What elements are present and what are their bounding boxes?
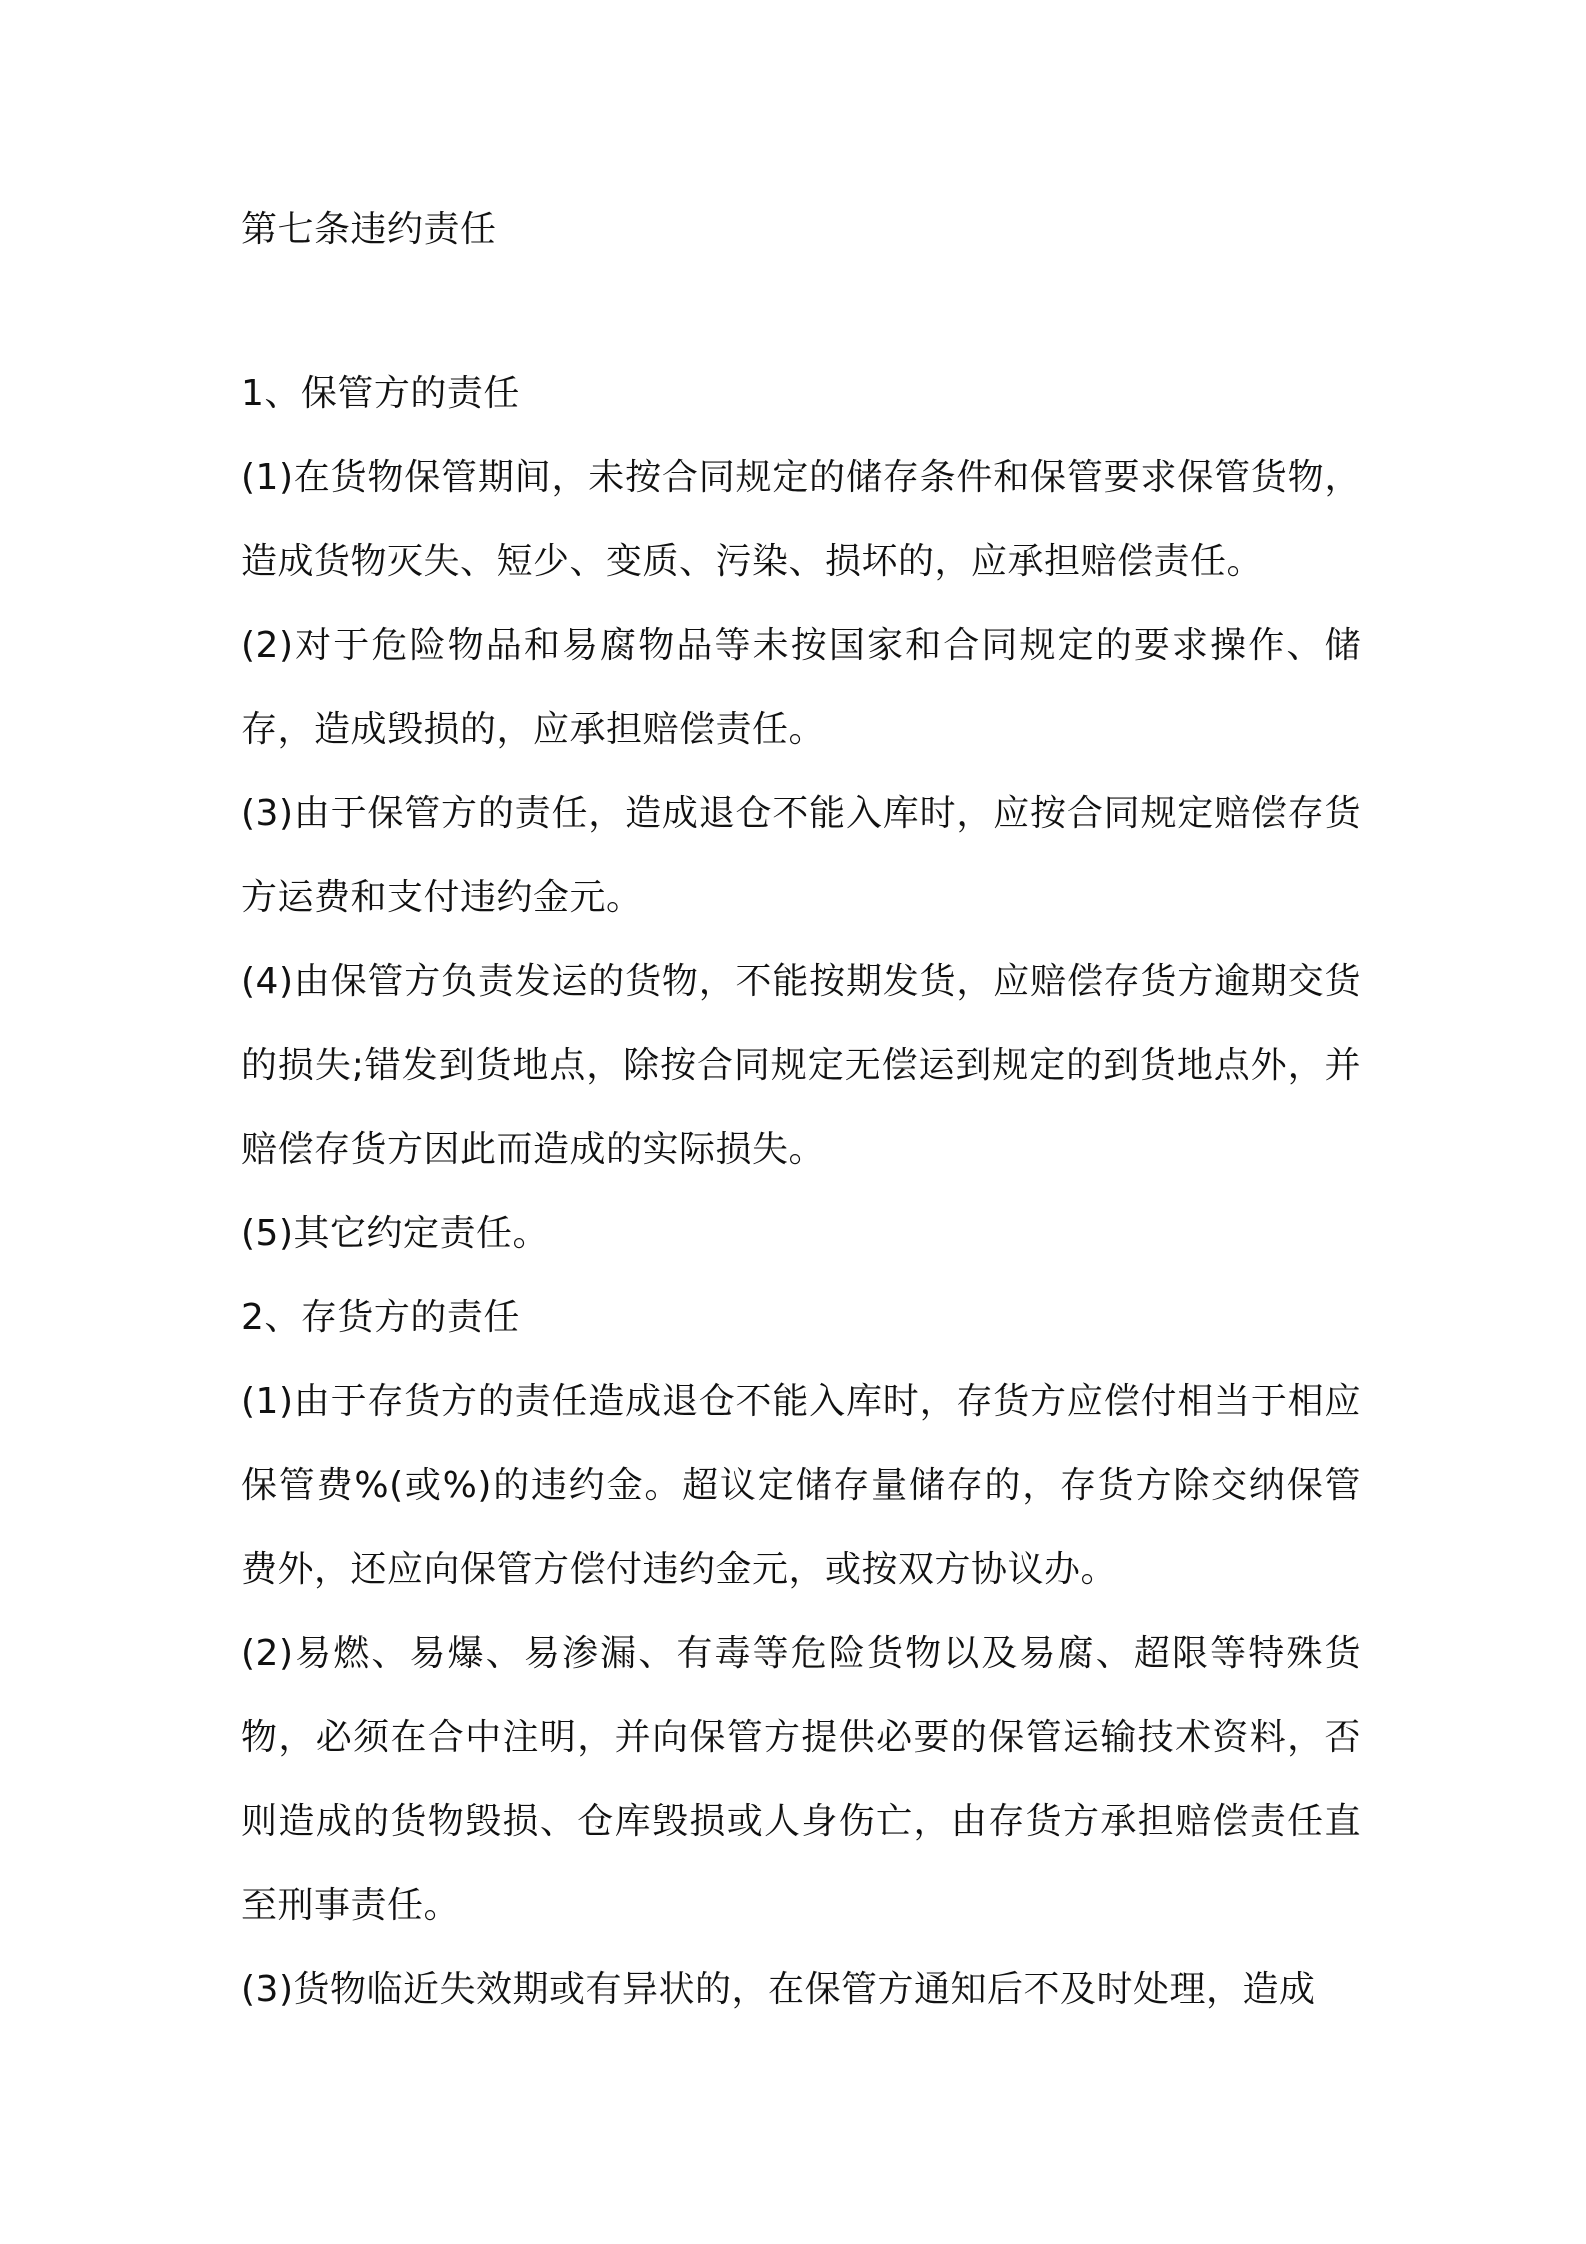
document-body xyxy=(241,188,1361,2032)
clause-paragraph: (5)其它约定责任。 xyxy=(241,1213,549,1254)
section-depositor-liability xyxy=(241,1276,1361,2032)
clause-paragraph: (1)由于存货方的责任造成退仓不能入库时，存货方应偿付相当于相应保管费%(或%)的违约金。超议定储存量储存的，存货方除交纳保管费外，还应向保管方偿付违约金元，或按双方协议办。 xyxy=(241,1381,1361,1590)
section-heading: 1、保管方的责任 xyxy=(241,373,520,414)
section-custodian-liability xyxy=(241,352,1361,1276)
clause-paragraph: (3)货物临近失效期或有异状的，在保管方通知后不及时处理，造成 xyxy=(241,1969,1316,2010)
clause-paragraph: (2)对于危险物品和易腐物品等未按国家和合同规定的要求操作、储存，造成毁损的，应承担赔偿责任。 xyxy=(241,625,1361,750)
clause-paragraph: (4)由保管方负责发运的货物，不能按期发货，应赔偿存货方逾期交货的损失;错发到货地点，除按合同规定无偿运到规定的到货地点外，并赔偿存货方因此而造成的实际损失。 xyxy=(241,961,1361,1170)
clause-paragraph: (2)易燃、易爆、易渗漏、有毒等危险货物以及易腐、超限等特殊货物，必须在合中注明，并向保管方提供必要的保管运输技术资料，否则造成的货物毁损、仓库毁损或人身伤亡，由存货方承担赔偿责任直至刑事责任。 xyxy=(241,1633,1361,1926)
document-title: 第七条违约责任 xyxy=(241,209,497,250)
clause-paragraph: (1)在货物保管期间，未按合同规定的储存条件和保管要求保管货物，造成货物灭失、短少、变质、污染、损坏的，应承担赔偿责任。 xyxy=(241,457,1361,582)
clause-paragraph: (3)由于保管方的责任，造成退仓不能入库时，应按合同规定赔偿存货方运费和支付违约金元。 xyxy=(241,793,1361,918)
section-heading: 2、存货方的责任 xyxy=(241,1297,520,1338)
